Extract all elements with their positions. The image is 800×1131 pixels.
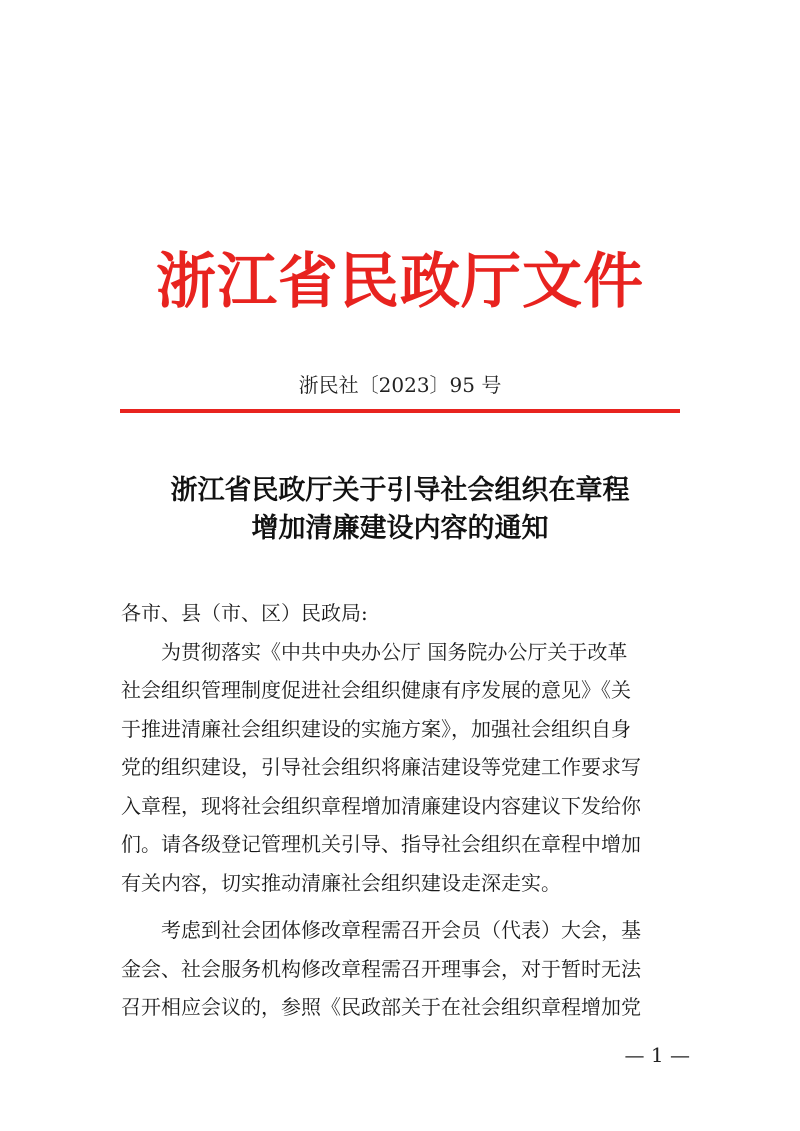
body-line: 召开相应会议的，参照《民政部关于在社会组织章程增加党 [121, 995, 641, 1019]
document-masthead: 浙江省民政厅文件 [156, 247, 644, 317]
red-divider-line [120, 409, 680, 413]
paragraph-1 [121, 633, 681, 903]
body-line: 社会组织管理制度促进社会组织健康有序发展的意见》《关 [121, 678, 631, 702]
body-line: 们。请各级登记管理机关引导、指导社会组织在章程中增加 [121, 832, 641, 856]
paragraph-gap [121, 902, 681, 911]
title-line: 浙江省民政厅关于引导社会组织在章程 [170, 475, 630, 506]
salutation: 各市、县（市、区）民政局: [121, 601, 368, 625]
body-line: 为贯彻落实《中共中央办公厅 国务院办公厅关于改革 [161, 639, 628, 664]
body-line: 考虑到社会团体修改章程需召开会员（代表）大会，基 [161, 918, 641, 942]
document-title [100, 472, 700, 548]
body-line: 有关内容，切实推动清廉社会组织建设走深走实。 [121, 870, 561, 895]
body-line: 党的组织建设，引导社会组织将廉洁建设等党建工作要求写 [121, 755, 641, 779]
document-number: 浙民社〔2023〕95 号 [298, 373, 502, 397]
page-number: — 1 — [624, 1043, 690, 1067]
body-line: 于推进清廉社会组织建设的实施方案》，加强社会组织自身 [121, 716, 631, 741]
paragraph-2 [121, 911, 681, 1027]
document-body [121, 594, 681, 1027]
body-line: 金会、社会服务机构修改章程需召开理事会，对于暂时无法 [121, 956, 641, 981]
body-line: 入章程，现将社会组织章程增加清廉建设内容建议下发给你 [121, 793, 641, 818]
title-line: 增加清廉建设内容的通知 [251, 513, 549, 544]
